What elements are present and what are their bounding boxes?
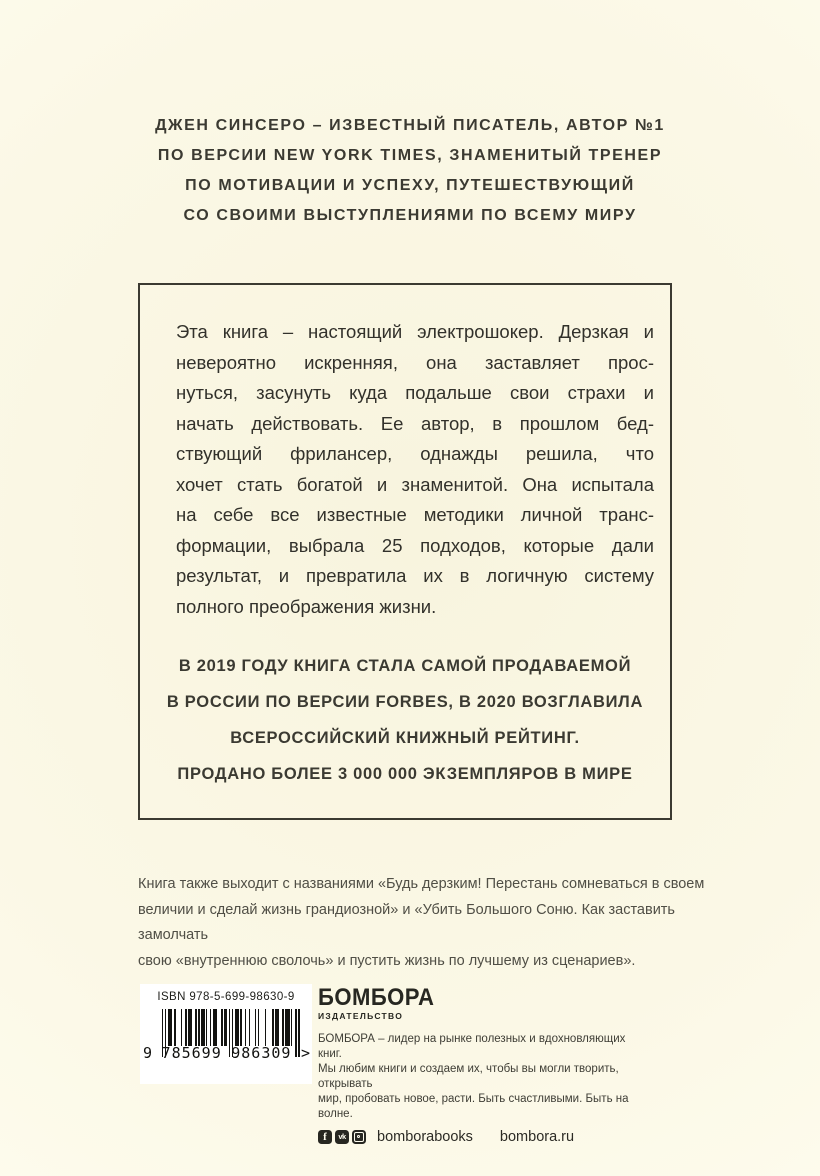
social-handle: bomborabooks (377, 1129, 473, 1145)
instagram-icon (352, 1130, 366, 1144)
publisher-subtitle: ИЗДАТЕЛЬСТВО (318, 1011, 404, 1021)
barcode-digit-group-left: 785699 (161, 1044, 222, 1062)
barcode-digit-lead: 9 (143, 1044, 153, 1062)
publisher-website: bombora.ru (499, 1129, 575, 1145)
annotation-paragraph: Эта книга – настоящий электрошокер. Дерзкая и невероятно искренняя, она заставляет прос- нуться, засунуть куда подальше свои страхи и начать действовать. Ее автор, в прошлом бед- ствующий фрилансер, однажды решила, что хочет стать богатой и знаменитой. Она испытала на себе все известные методики личной транс- формации, выбрала 25 подходов, которые дали результат, и превратила их в логичную систему полного преображения жизни. (176, 321, 654, 617)
publisher-logo: БОМБОРА (318, 984, 435, 1011)
isbn-number: ISBN 978-5-699-98630-9 (157, 991, 295, 1003)
isbn-barcode-block (140, 984, 312, 1084)
author-intro-text: ДЖЕН СИНСЕРО – ИЗВЕСТНЫЙ ПИСАТЕЛЬ, АВТОР №1 ПО ВЕРСИИ NEW YORK TIMES, ЗНАМЕНИТЫЙ ТРЕНЕР ПО МОТИВАЦИИ И УСПЕХУ, ПУТЕШЕСТВУЮЩИЙ СО СВОИМИ ВЫСТУПЛЕНИЯМИ ПО ВСЕМУ МИРУ (155, 117, 665, 224)
vk-icon: vk (335, 1130, 349, 1144)
annotation-box (138, 283, 672, 820)
publisher-description: БОМБОРА – лидер на рынке полезных и вдохновляющих книг. Мы любим книги и создаем их, чтобы вы могли творить, открывать мир, пробовать новое, расти. Быть счастливыми. Быть на волне. (318, 1033, 629, 1120)
barcode-end-mark: > (300, 1044, 310, 1062)
bestseller-highlight: В 2019 ГОДУ КНИГА СТАЛА САМОЙ ПРОДАВАЕМОЙ В РОССИИ ПО ВЕРСИИ FORBES, В 2020 ВОЗГЛАВИЛА ВСЕРОССИЙСКИЙ КНИЖНЫЙ РЕЙТИНГ. ПРОДАНО БОЛЕЕ 3 000 000 ЭКЗЕМПЛЯРОВ В МИРЕ (166, 657, 644, 783)
facebook-icon: f (318, 1130, 332, 1144)
barcode-digits (143, 1044, 310, 1062)
social-row (318, 1129, 648, 1145)
alternative-titles-note: Книга также выходит с названиями «Будь дерзким! Перестань сомневаться в своем величии и сделай жизнь грандиозной» и «Убить Большого Соню. Как заставить замолчать свою «внутреннюю сволочь» и пустить жизнь по лучшему из сценариев». (138, 876, 705, 969)
publisher-block (318, 985, 648, 1145)
barcode-digit-group-right: 986309 (231, 1044, 292, 1062)
